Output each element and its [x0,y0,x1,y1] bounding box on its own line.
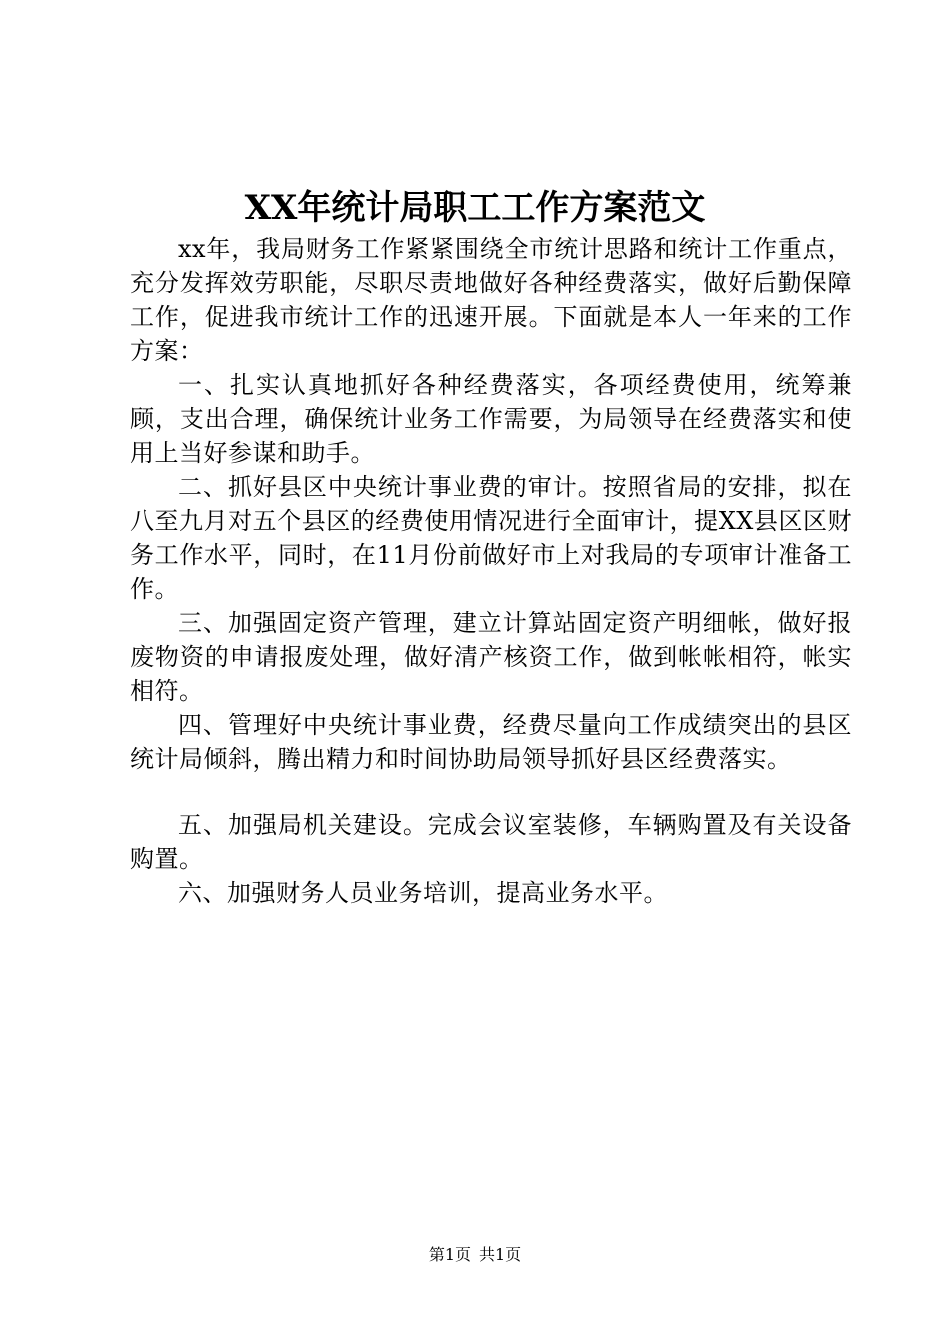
page-number: 第1页 [428,1245,471,1264]
paragraph-item-5: 五、加强局机关建设。完成会议室装修，车辆购置及有关设备购置。 [130,811,852,873]
page-footer [0,1244,950,1266]
paragraph-item-2: 二、抓好县区中央统计事业费的审计。按照省局的安排，拟在八至九月对五个县区的经费使用情况进行全面审计，提XX县区区财务工作水平，同时，在11月份前做好市上对我局的专项审计准备工作。 [130,473,852,603]
page-total: 共1页 [479,1245,522,1264]
paragraph-item-1: 一、扎实认真地抓好各种经费落实，各项经费使用，统筹兼顾，支出合理，确保统计业务工作需要，为局领导在经费落实和使用上当好参谋和助手。 [130,371,852,467]
paragraph-item-4: 四、管理好中央统计事业费，经费尽量向工作成绩突出的县区统计局倾斜，腾出精力和时间协助局领导抓好县区经费落实。 [130,711,852,773]
paragraph-item-3: 三、加强固定资产管理，建立计算站固定资产明细帐，做好报废物资的申请报废处理，做好清产核资工作，做到帐帐相符，帐实相符。 [130,609,852,705]
paragraph-intro: xx年，我局财务工作紧紧围绕全市统计思路和统计工作重点，充分发挥效劳职能，尽职尽责地做好各种经费落实，做好后勤保障工作，促进我市统计工作的迅速开展。下面就是本人一年来的工作方案： [130,235,852,365]
paragraph-item-6: 六、加强财务人员业务培训，提高业务水平。 [178,879,668,907]
document-body [130,232,852,910]
document-title: XX年统计局职工工作方案范文 [244,188,706,228]
